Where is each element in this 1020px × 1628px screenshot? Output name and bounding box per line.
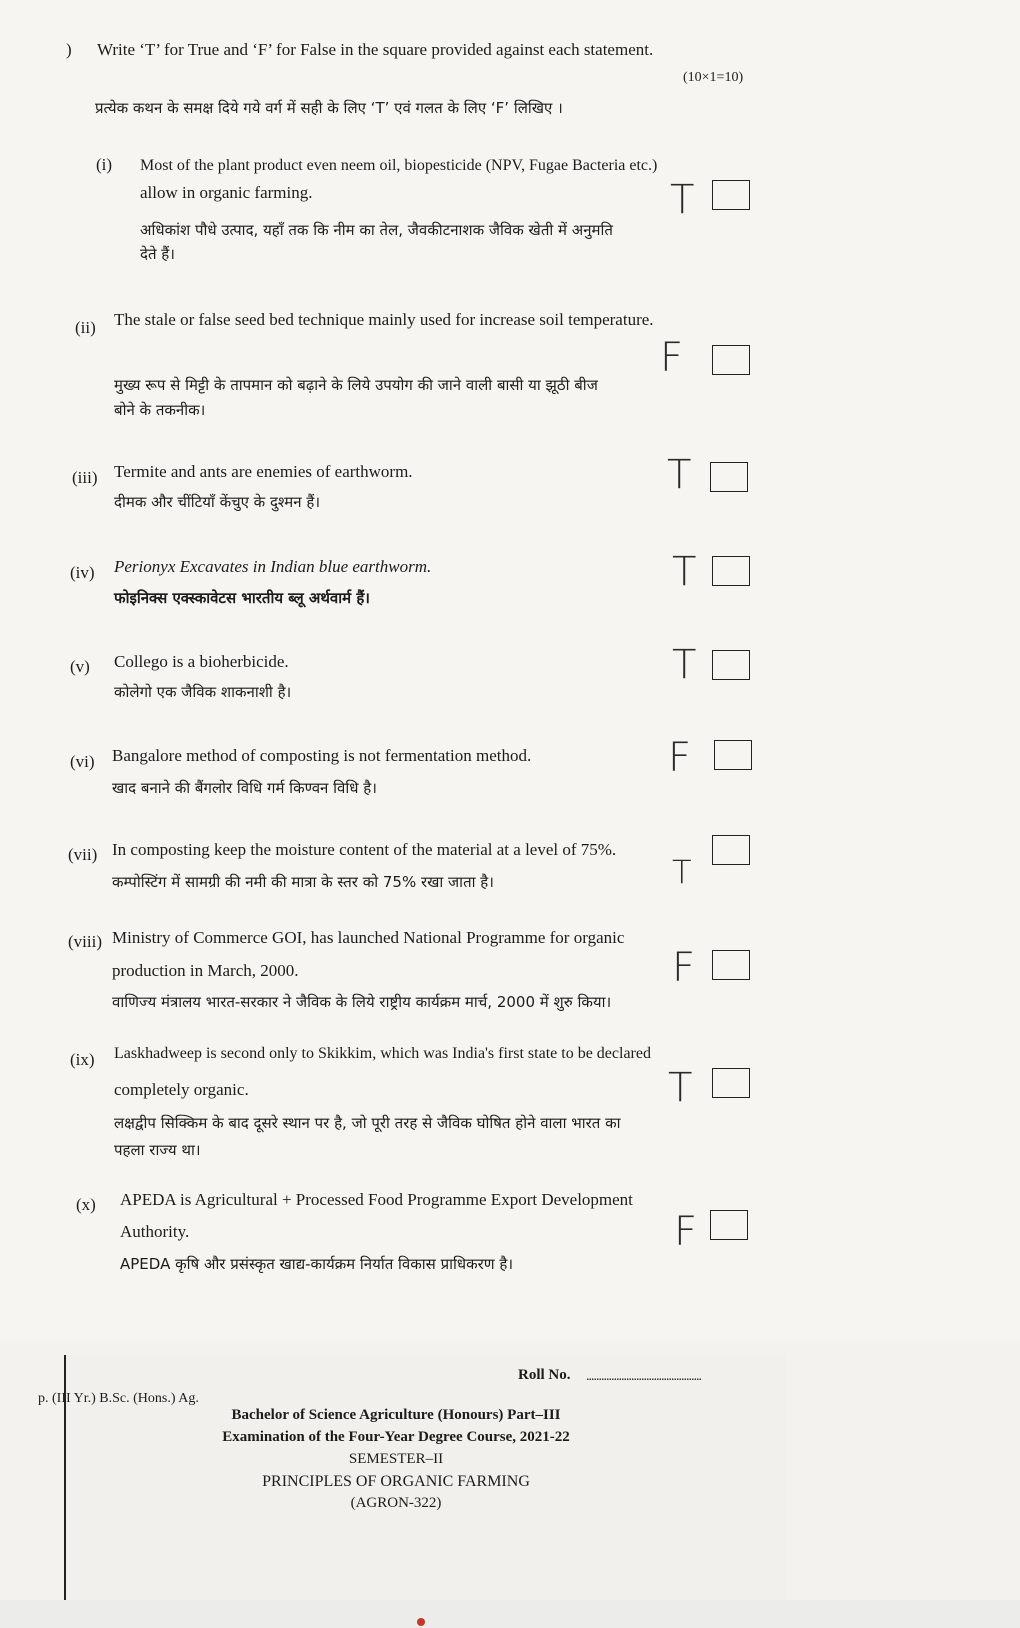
roll-label: Roll No.	[518, 1367, 571, 1383]
question-text: Collego is a bioherbicide.	[114, 652, 289, 671]
question-number: (iii)	[72, 468, 98, 487]
question-hindi: APEDA कृषि और प्रसंस्कृत खाद्य-कार्यक्रम निर्यात विकास प्राधिकरण है।	[120, 1255, 514, 1273]
question-number: (ii)	[75, 318, 96, 337]
question-text: Most of the plant product even neem oil, biopesticide (NPV, Fugae Bacteria etc.)	[140, 157, 658, 174]
question-hindi: अधिकांश पौधे उत्पाद, यहाँ तक कि नीम का तेल, जैवकीटनाशक जैविक खेती में अनुमति	[140, 221, 613, 239]
question-text: APEDA is Agricultural + Processed Food Programme Export Development	[120, 1190, 633, 1209]
answer-box[interactable]	[712, 835, 750, 865]
marks-label: (10×1=10)	[683, 70, 744, 85]
question-number: (vi)	[70, 752, 95, 771]
question-hindi: कम्पोस्टिंग में सामग्री की नमी की मात्रा के स्तर को 75% रखा जाता है।	[112, 873, 494, 891]
roll-number-line[interactable]: ..............................................	[586, 1369, 701, 1384]
question-hindi: फोइनिक्स एक्स्कावेटस भारतीय ब्लू अर्थवार्म हैं।	[114, 589, 370, 607]
answer-box[interactable]	[710, 462, 748, 492]
question-hindi: खाद बनाने की बैंगलोर विधि गर्म किण्वन विधि है।	[112, 779, 377, 797]
question-number: (vii)	[68, 845, 98, 864]
background-strip	[0, 1600, 1020, 1628]
question-text: The stale or false seed bed technique mainly used for increase soil temperature.	[114, 310, 654, 329]
handwritten-answer: T	[668, 1065, 693, 1111]
question-number: (v)	[70, 657, 90, 676]
question-hindi: वाणिज्य मंत्रालय भारत-सरकार ने जैविक के लिये राष्ट्रीय कार्यक्रम मार्च, 2000 में शुरु किया।	[112, 993, 612, 1011]
question-number: (iv)	[70, 563, 95, 582]
question-text: Laskhadweep is second only to Skikkim, which was India's first state to be declared	[114, 1045, 651, 1062]
question-hindi: दीमक और चींटियाँ केंचुए के दुश्मन हैं।	[114, 493, 321, 511]
question-text: production in March, 2000.	[112, 961, 299, 980]
answer-box[interactable]	[712, 650, 750, 680]
handwritten-answer: F	[674, 1209, 698, 1255]
cover-sheet	[38, 1355, 786, 1613]
paper-title: PRINCIPLES OF ORGANIC FARMING	[262, 1473, 530, 1490]
handwritten-answer: T	[670, 177, 695, 223]
course-code: p. (III Yr.) B.Sc. (Hons.) Ag.	[38, 1391, 199, 1406]
question-number: (x)	[76, 1195, 96, 1214]
handwritten-answer: F	[668, 735, 692, 781]
handwritten-answer: F	[672, 945, 696, 991]
question-hindi: पहला राज्य था।	[114, 1141, 201, 1159]
answer-box[interactable]	[712, 950, 750, 980]
question-hindi: बोने के तकनीक।	[114, 401, 206, 419]
question-text: Ministry of Commerce GOI, has launched National Programme for organic	[112, 928, 625, 947]
question-text: In composting keep the moisture content of the material at a level of 75%.	[112, 840, 617, 859]
red-mark	[417, 1618, 425, 1626]
question-text: Bangalore method of composting is not fermentation method.	[112, 746, 532, 765]
question-text: Authority.	[120, 1222, 190, 1241]
handwritten-answer: T	[672, 853, 692, 891]
question-number: (ix)	[70, 1050, 95, 1069]
handwritten-answer: T	[672, 642, 697, 688]
paper-code: (AGRON-322)	[350, 1495, 442, 1511]
question-text: Termite and ants are enemies of earthworm.	[114, 462, 413, 481]
question-number: (i)	[96, 155, 113, 174]
handwritten-answer: F	[660, 335, 684, 381]
instruction-hindi: प्रत्येक कथन के समक्ष दिये गये वर्ग में सही के लिए ‘T’ एवं गलत के लिए ‘F’ लिखिए ।	[95, 99, 563, 117]
semester: SEMESTER–II	[348, 1451, 444, 1467]
question-text: completely organic.	[114, 1080, 249, 1099]
answer-box[interactable]	[712, 180, 750, 210]
question-hindi: देते हैं।	[140, 245, 175, 263]
question-hindi: लक्षद्वीप सिक्किम के बाद दूसरे स्थान पर है, जो पूरी तरह से जैविक घोषित होने वाला भारत का	[114, 1114, 621, 1132]
answer-box[interactable]	[712, 556, 750, 586]
question-hindi: मुख्य रूप से मिट्टी के तापमान को बढ़ाने के लिये उपयोग की जाने वाली बासी या झूठी बीज	[114, 376, 598, 394]
exam-title: Examination of the Four-Year Degree Course, 2021-22	[222, 1429, 570, 1445]
answer-box[interactable]	[710, 1210, 748, 1240]
degree-title: Bachelor of Science Agriculture (Honours) Part–III	[231, 1407, 561, 1423]
answer-box[interactable]	[712, 1068, 750, 1098]
answer-box[interactable]	[714, 740, 752, 770]
handwritten-answer: T	[667, 452, 692, 498]
instruction-english: Write ‘T’ for True and ‘F’ for False in the square provided against each statement.	[97, 40, 654, 59]
instruction-bullet: )	[66, 40, 72, 59]
question-text: Perionyx Excavates in Indian blue earthworm.	[114, 557, 432, 576]
question-number: (viii)	[68, 932, 102, 951]
handwritten-answer: T	[672, 549, 697, 595]
question-hindi: कोलेगो एक जैविक शाकनाशी है।	[114, 683, 292, 701]
question-text: allow in organic farming.	[140, 183, 313, 202]
answer-box[interactable]	[712, 345, 750, 375]
